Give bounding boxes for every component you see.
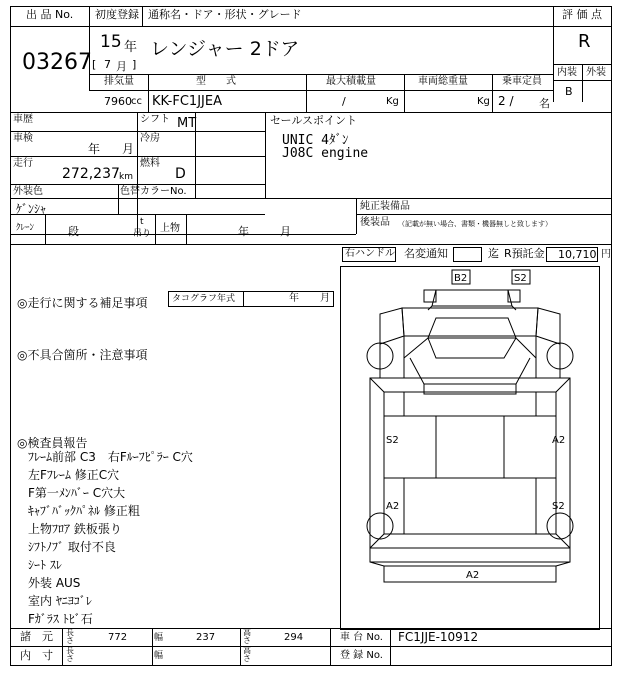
inspector-note: ｼｰﾄ ｽﾚ — [28, 558, 62, 572]
reg-month-bracket-open: [ — [92, 58, 97, 71]
dims-main-label: 諸 元 — [20, 630, 53, 643]
handle-value: 右ハンドル — [345, 248, 395, 259]
inspector-report-label: ◎検査員報告 — [17, 436, 88, 450]
tax-label: 迄 — [488, 247, 499, 260]
mark-s2-left: S2 — [386, 435, 399, 446]
inner-width-label: 幅 — [154, 651, 164, 661]
dims-length-label: 長さ — [66, 628, 74, 645]
interior-score: B — [565, 85, 573, 98]
first-reg-label: 初度登録 — [95, 8, 139, 21]
recycle-unit: 円 — [601, 249, 611, 260]
recycle-label: R預託金 — [504, 247, 545, 260]
displacement-label: 排気量 — [104, 76, 134, 87]
displacement-value: 7960 — [104, 95, 132, 108]
reg-month-bracket-close: ] — [132, 58, 137, 71]
model-name: レンジャー 2ドア — [150, 38, 300, 60]
dims-height-value: 294 — [284, 632, 304, 643]
dims-width-label: 幅 — [154, 633, 164, 643]
crane-hang-unit: 吊り — [133, 229, 152, 239]
aftermarket-label: 後装品 — [360, 217, 390, 228]
recycle-amount: 10,710 — [558, 248, 597, 261]
inspection-label: 車検 — [13, 133, 33, 144]
inspector-note: Fｶﾞﾗｽ ﾄﾋﾞ石 — [28, 612, 93, 626]
inner-dims-label: 内 寸 — [20, 649, 53, 662]
body-month-unit: 月 — [280, 225, 291, 238]
mark-a2-left: A2 — [386, 501, 400, 512]
inspector-note: 外装 AUS — [28, 576, 81, 590]
inspector-note: ｼﾌﾄﾉﾌﾞ 取付不良 — [28, 540, 116, 554]
body-year-unit: 年 — [238, 225, 249, 238]
crane-stages-unit: 段 — [68, 225, 79, 238]
dims-length-value: 772 — [108, 632, 128, 643]
color-no-label: カラーNo. — [140, 186, 187, 197]
body-label: 上物 — [160, 223, 180, 234]
aircon-label: 冷房 — [140, 133, 160, 144]
crane-label: ｸﾚｰﾝ — [16, 223, 35, 233]
name-change-box — [453, 247, 482, 262]
sales-point-2: J08C engine — [282, 146, 369, 161]
score-label: 評 価 点 — [562, 8, 602, 21]
aftermarket-note: （記載が無い場合、書類・機器無しと致します） — [398, 220, 552, 228]
genuine-equipment-label: 純正装備品 — [360, 201, 410, 212]
shift-value: MT — [177, 116, 197, 131]
inspector-note: F第一ﾒﾝﾊﾞｰ C穴大 — [28, 486, 126, 500]
max-load-slash: / — [342, 95, 346, 108]
mileage-label: 走行 — [13, 158, 33, 169]
lot-no-label: 出 品 No. — [26, 8, 74, 21]
evaluation-score: R — [578, 31, 591, 52]
mark-s2-right: S2 — [552, 501, 565, 512]
type-label: 型 式 — [196, 76, 236, 87]
chassis-number: FC1JJE-10912 — [398, 630, 479, 644]
chassis-label: 車 台 No. — [340, 632, 383, 643]
dims-height-label: 高さ — [243, 628, 251, 645]
model-name-label: 通称名・ドア・形状・グレード — [148, 8, 302, 21]
mileage-value: 272,237 — [62, 166, 120, 182]
reg-month: 7 — [104, 58, 111, 71]
inner-length-label: 長さ — [66, 646, 74, 663]
inspector-note: ｷｬﾌﾞﾊﾞｯｸﾊﾟﾈﾙ 修正粗 — [28, 504, 140, 518]
sales-point-label: セールスポイント — [270, 114, 358, 127]
name-change-label: 名変通知 — [404, 247, 448, 260]
mark-a2-rear: A2 — [466, 570, 480, 581]
lot-number: 03267 — [22, 50, 92, 75]
color-change-label: 色替 — [120, 186, 140, 197]
registration-label: 登 録 No. — [340, 650, 383, 661]
interior-label: 内装 — [557, 67, 577, 78]
mark-a2-right-side: A2 — [552, 435, 566, 446]
inspection-year-unit: 年 — [88, 142, 101, 156]
inspector-note: 室内 ﾔﾆﾖｺﾞﾚ — [28, 594, 92, 608]
displacement-unit: cc — [131, 96, 142, 107]
reg-year: 15 — [100, 32, 122, 52]
color-value: ｹﾞﾝｼｬ — [16, 202, 47, 216]
sales-point-1: UNIC 4ﾀﾞﾝ — [282, 133, 349, 148]
mark-b2: B2 — [454, 273, 468, 284]
fuel-value: D — [175, 166, 186, 182]
shift-label: シフト — [140, 114, 170, 125]
tachograph-label: タコグラフ年式 — [172, 294, 236, 304]
dims-width-value: 237 — [196, 632, 216, 643]
inspector-note: ﾌﾚｰﾑ前部 C3 右Fﾙｰﾌﾋﾟﾗｰ C穴 — [28, 450, 193, 464]
inspector-note: 上物ﾌﾛｱ 鉄板張り — [28, 522, 122, 536]
exterior-label: 外装 — [586, 67, 606, 78]
color-label: 外装色 — [13, 186, 43, 197]
model-code: KK-FC1JJEA — [152, 94, 222, 109]
capacity-unit: 名 — [539, 97, 550, 110]
fuel-label: 燃料 — [140, 158, 160, 169]
capacity-label: 乗車定員 — [502, 76, 542, 87]
mark-s2-front: S2 — [514, 273, 527, 284]
reg-month-unit: 月 — [116, 60, 127, 73]
inspection-month-unit: 月 — [122, 142, 135, 156]
max-load-unit: Kg — [386, 96, 399, 107]
max-load-label: 最大積載量 — [326, 76, 376, 87]
supplementary-label: ◎走行に関する補足事項 — [17, 296, 148, 310]
inspector-note: 左Fﾌﾚｰﾑ 修正C穴 — [28, 468, 120, 482]
history-label: 車歴 — [13, 114, 33, 125]
gross-weight-unit: Kg — [477, 96, 490, 107]
gross-weight-label: 車両総重量 — [418, 76, 468, 87]
truck-diagram — [340, 266, 600, 630]
reg-year-unit: 年 — [124, 40, 138, 55]
inner-height-label: 高さ — [243, 646, 251, 663]
tachograph-year-unit: 年 — [289, 293, 299, 304]
crane-t-unit: t — [140, 217, 144, 227]
tachograph-month-unit: 月 — [320, 293, 330, 304]
mileage-unit: km — [119, 172, 133, 182]
capacity-value: 2 / — [498, 94, 514, 108]
defects-label: ◎不具合箇所・注意事項 — [17, 348, 148, 362]
